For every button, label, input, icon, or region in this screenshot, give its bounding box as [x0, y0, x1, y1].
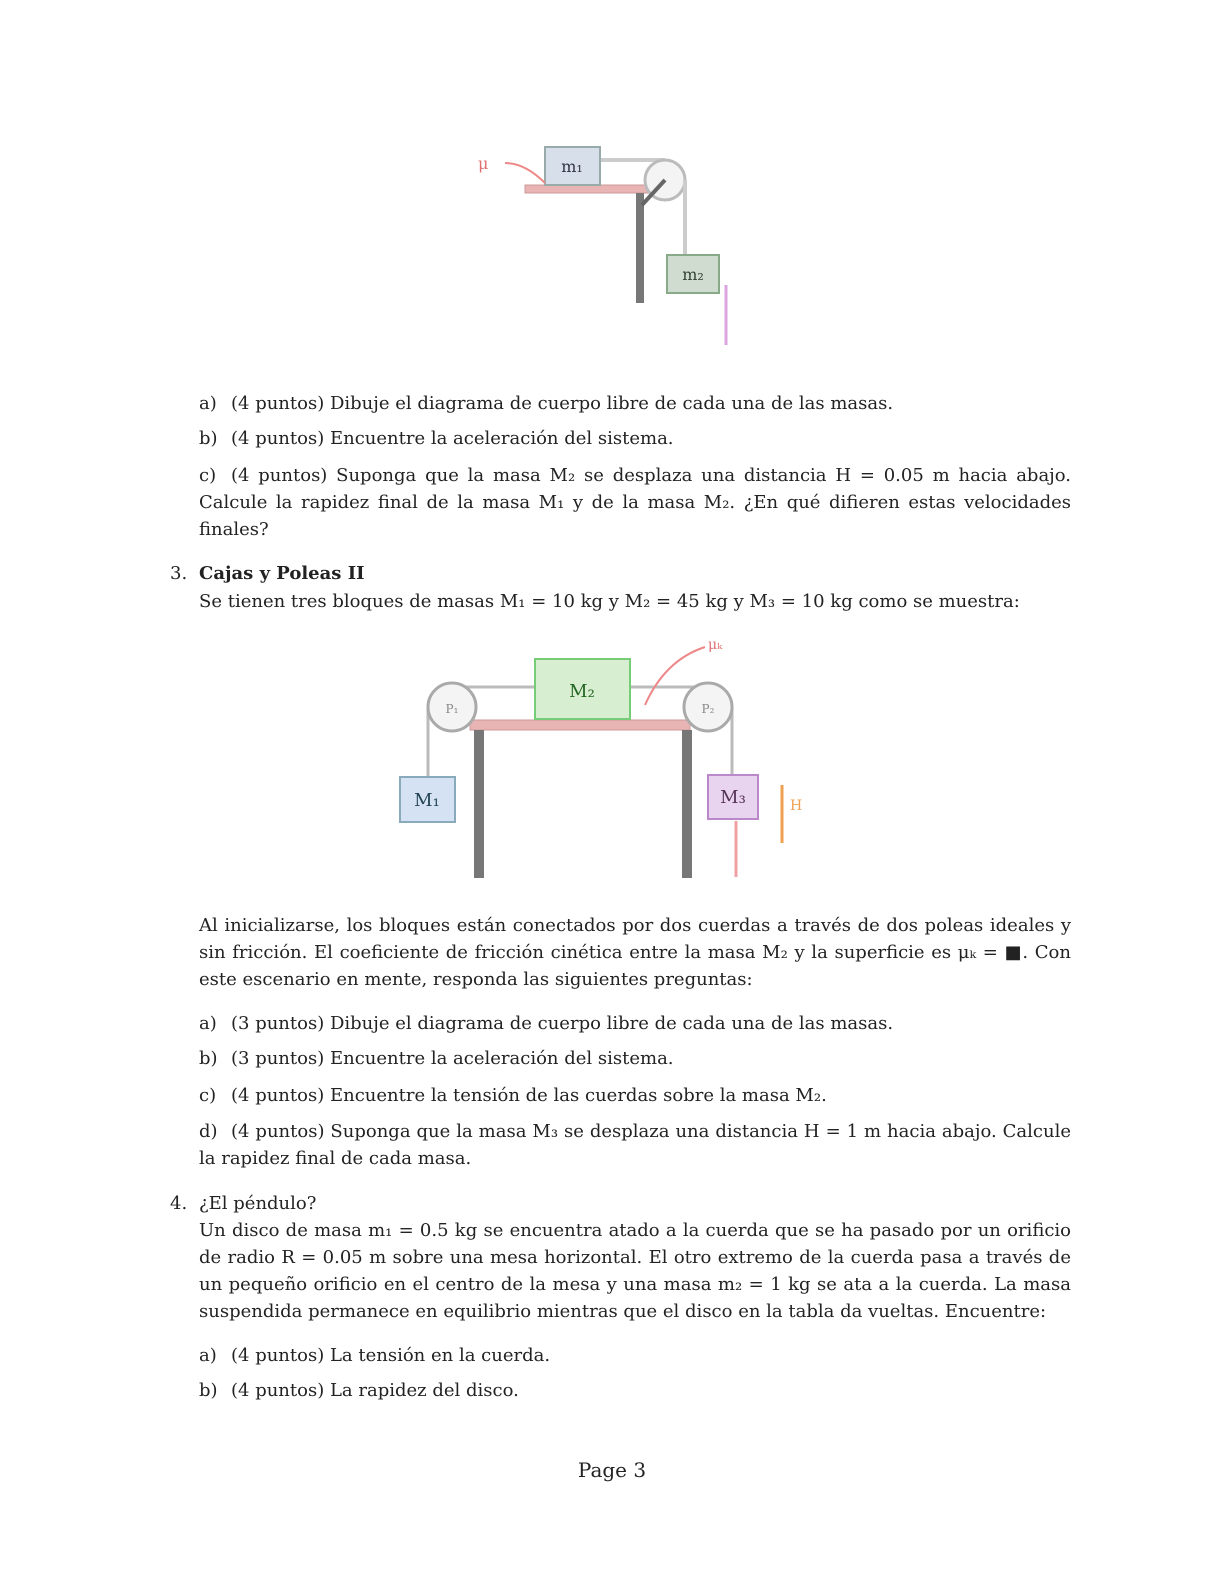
problem-3-number: 3.: [170, 563, 188, 584]
prev-item-b: [199, 425, 1071, 452]
p3-item-c: [199, 1082, 1071, 1109]
item-text: (4 puntos) La rapidez del disco.: [231, 1380, 519, 1401]
item-label: b): [199, 428, 218, 449]
figure-2-diagram: [390, 625, 820, 885]
table-leg-right: [682, 730, 692, 878]
p4-item-a: [199, 1342, 1071, 1369]
table-leg-left: [474, 730, 484, 878]
friction-arrow: [505, 163, 545, 183]
item-label: b): [199, 1380, 218, 1401]
item-label: d): [199, 1121, 218, 1142]
item-label: c): [199, 1085, 217, 1106]
table-surface: [525, 185, 650, 193]
item-text: (3 puntos) Encuentre la aceleración del sistema.: [231, 1048, 674, 1069]
problem-3-intro: Se tienen tres bloques de masas M₁ = 10 kg y M₂ = 45 kg y M₃ = 10 kg como se muestra:: [199, 591, 1020, 612]
problem-4-title: ¿El péndulo?: [199, 1193, 317, 1214]
block-m2-label: m₂: [682, 265, 704, 284]
section-title: Cajas y Poleas II: [199, 563, 365, 584]
block-right-label: M₃: [720, 787, 746, 808]
item-text: (4 puntos) Encuentre la tensión de las cuerdas sobre la masa M₂.: [231, 1085, 827, 1106]
item-text: (3 puntos) Dibuje el diagrama de cuerpo libre de cada una de las masas.: [231, 1013, 894, 1034]
block-left-label: M₁: [414, 790, 440, 811]
pulley-left-label: P₁: [445, 702, 459, 716]
item-label: a): [199, 1013, 217, 1034]
figure-1-diagram: [460, 135, 760, 355]
problem-3-body: Al inicializarse, los bloques están conectados por dos cuerdas a través de dos poleas ideales y sin fricción. El coeficiente de fricción cinética entre la masa M₂ y la superficie es μₖ = ■. Con este escenario en mente, responda las siguientes preguntas:: [199, 915, 1071, 990]
item-text: (4 puntos) Suponga que la masa M₃ se desplaza una distancia H = 1 m hacia abajo. Calcule la rapidez final de cada masa.: [199, 1121, 1071, 1169]
problem-3-title: [199, 560, 1071, 587]
item-label: a): [199, 393, 217, 414]
item-label: a): [199, 1345, 217, 1366]
table-leg: [636, 193, 644, 303]
friction-label: μ: [478, 154, 489, 173]
item-label: c): [199, 465, 217, 486]
item-text: (4 puntos) Encuentre la aceleración del sistema.: [231, 428, 674, 449]
friction-label: μₖ: [708, 637, 723, 653]
height-label: H: [790, 798, 803, 814]
item-label: b): [199, 1048, 218, 1069]
p3-item-b: [199, 1045, 1071, 1072]
table-surface: [470, 720, 690, 730]
page-number: Page 3: [577, 1458, 647, 1482]
block-top-label: M₂: [569, 681, 595, 702]
item-text: (4 puntos) La tensión en la cuerda.: [231, 1345, 551, 1366]
problem-4-body: Un disco de masa m₁ = 0.5 kg se encuentra atado a la cuerda que se ha pasado por un orificio de radio R = 0.05 m sobre una mesa horizontal. El otro extremo de la cuerda pasa a través de un pequeño orificio en el centro de la mesa y una masa m₂ = 1 kg se ata a la cuerda. La masa suspendida permanece en equilibrio mientras que el disco en la tabla da vueltas. Encuentre:: [199, 1220, 1071, 1322]
problem-4-number: 4.: [170, 1193, 188, 1214]
p4-item-b: [199, 1377, 1071, 1404]
prev-item-c: [199, 462, 1071, 543]
item-text: (4 puntos) Dibuje el diagrama de cuerpo libre de cada una de las masas.: [231, 393, 894, 414]
prev-item-a: [199, 390, 1071, 417]
pulley-right-label: P₂: [701, 702, 715, 716]
p3-item-a: [199, 1010, 1071, 1037]
block-m1-label: m₁: [561, 157, 583, 176]
p3-item-d: [199, 1118, 1071, 1172]
item-text: (4 puntos) Suponga que la masa M₂ se desplaza una distancia H = 0.05 m hacia abajo. Calcule la rapidez final de la masa M₁ y de la masa M₂. ¿En qué difieren estas velocidades finales?: [199, 465, 1071, 540]
